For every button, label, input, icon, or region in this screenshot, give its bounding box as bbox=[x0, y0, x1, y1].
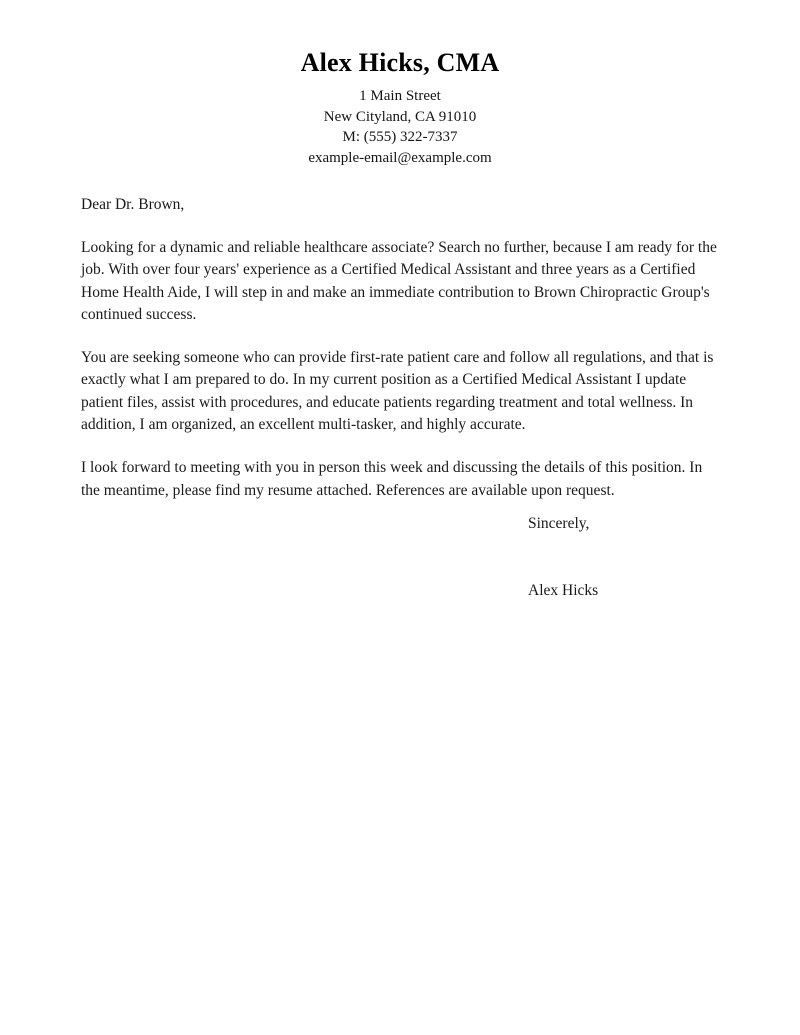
letterhead bbox=[0, 0, 800, 168]
sender-email: example-email@example.com bbox=[308, 149, 492, 166]
body-paragraph-3: I look forward to meeting with you in person this week and discussing the details of this position. In the meantime, please find my resume attached. References are available upon request. bbox=[81, 459, 703, 499]
body-paragraph-1: Looking for a dynamic and reliable healthcare associate? Search no further, because I am ready for the job. With over four years' experience as a Certified Medical Assistant and three years as a Certified Home Health Aide, I will step in and make an immediate contribution to Brown Chiropractic Group's continued success. bbox=[81, 239, 717, 323]
body-paragraph-2: You are seeking someone who can provide first-rate patient care and follow all regulations, and that is exactly what I am prepared to do. In my current position as a Certified Medical Assistant I update patient files, assist with procedures, and educate patients regarding treatment and total wellness. In addition, I am organized, an excellent multi-tasker, and highly accurate. bbox=[81, 349, 714, 434]
closing-block bbox=[528, 502, 717, 602]
signature-name: Alex Hicks bbox=[528, 581, 599, 599]
sender-city-state-zip: New Cityland, CA 91010 bbox=[323, 108, 477, 125]
sender-name: Alex Hicks, CMA bbox=[300, 48, 500, 77]
sender-street-address: 1 Main Street bbox=[359, 88, 441, 104]
letter-body bbox=[81, 168, 717, 602]
closing-salutation: Sincerely, bbox=[528, 514, 590, 532]
salutation: Dear Dr. Brown, bbox=[81, 196, 185, 213]
sender-phone: M: (555) 322-7337 bbox=[342, 129, 458, 145]
